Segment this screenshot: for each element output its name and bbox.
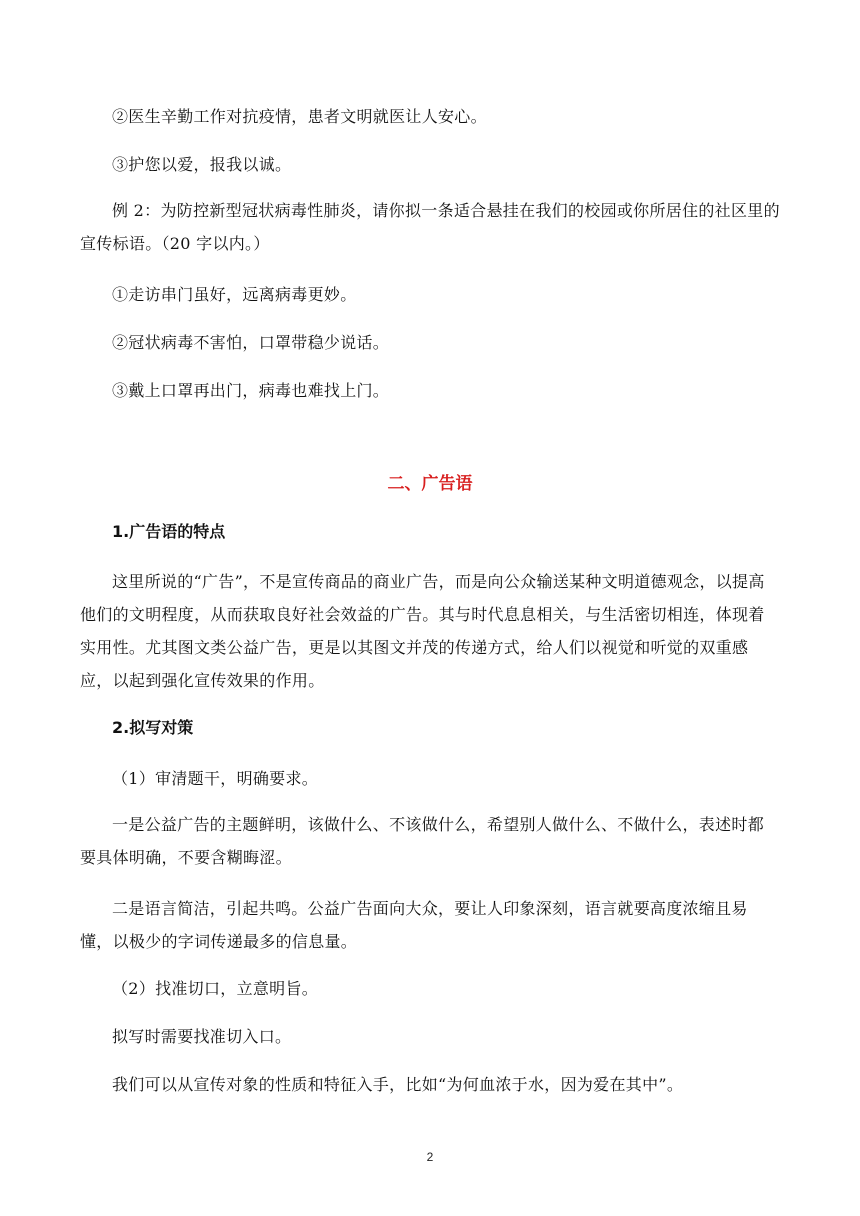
paragraph: 二是语言简洁，引起共鸣。公益广告面向大众，要让人印象深刻，语言就要高度浓缩且易懂，以极少的字词传递最多的信息量。	[80, 899, 748, 951]
paragraph: ③护您以爱，报我以诚。	[112, 155, 292, 174]
paragraph: ②冠状病毒不害怕，口罩带稳少说话。	[112, 333, 390, 352]
paragraph: 我们可以从宣传对象的性质和特征入手，比如“为何血浓于水，因为爱在其中”。	[112, 1075, 684, 1094]
paragraph: ①走访串门虽好，远离病毒更妙。	[112, 285, 357, 304]
paragraph: 这里所说的“广告”，不是宣传商品的商业广告，而是向公众输送某种文明道德观念，以提高他们的文明程度，从而获取良好社会效益的广告。其与时代息息相关，与生活密切相连，体现着实用性。尤其图文类公益广告，更是以其图文并茂的传递方式，给人们以视觉和听觉的双重感应，以起到强化宣传效果的作用。	[80, 572, 765, 690]
paragraph: 一是公益广告的主题鲜明，该做什么、不该做什么，希望别人做什么、不做什么，表述时都要具体明确，不要含糊晦涩。	[80, 815, 765, 867]
page-number: 2	[426, 1150, 434, 1164]
paragraph: （1）审清题干，明确要求。	[112, 769, 319, 788]
paragraph: ③戴上口罩再出门，病毒也难找上门。	[112, 381, 390, 400]
subsection-title: 1.广告语的特点	[112, 522, 226, 541]
paragraph: （2）找准切口，立意明旨。	[112, 979, 319, 998]
section-title: 二、广告语	[387, 474, 473, 494]
subsection-title: 2.拟写对策	[112, 718, 194, 737]
paragraph: 拟写时需要找准切入口。	[112, 1027, 292, 1046]
example-paragraph: 例 2：为防控新型冠状病毒性肺炎，请你拟一条适合悬挂在我们的校园或你所居住的社区里的宣传标语。（20 字以内。）	[80, 201, 780, 253]
paragraph: ②医生辛勤工作对抗疫情，患者文明就医让人安心。	[112, 107, 487, 126]
